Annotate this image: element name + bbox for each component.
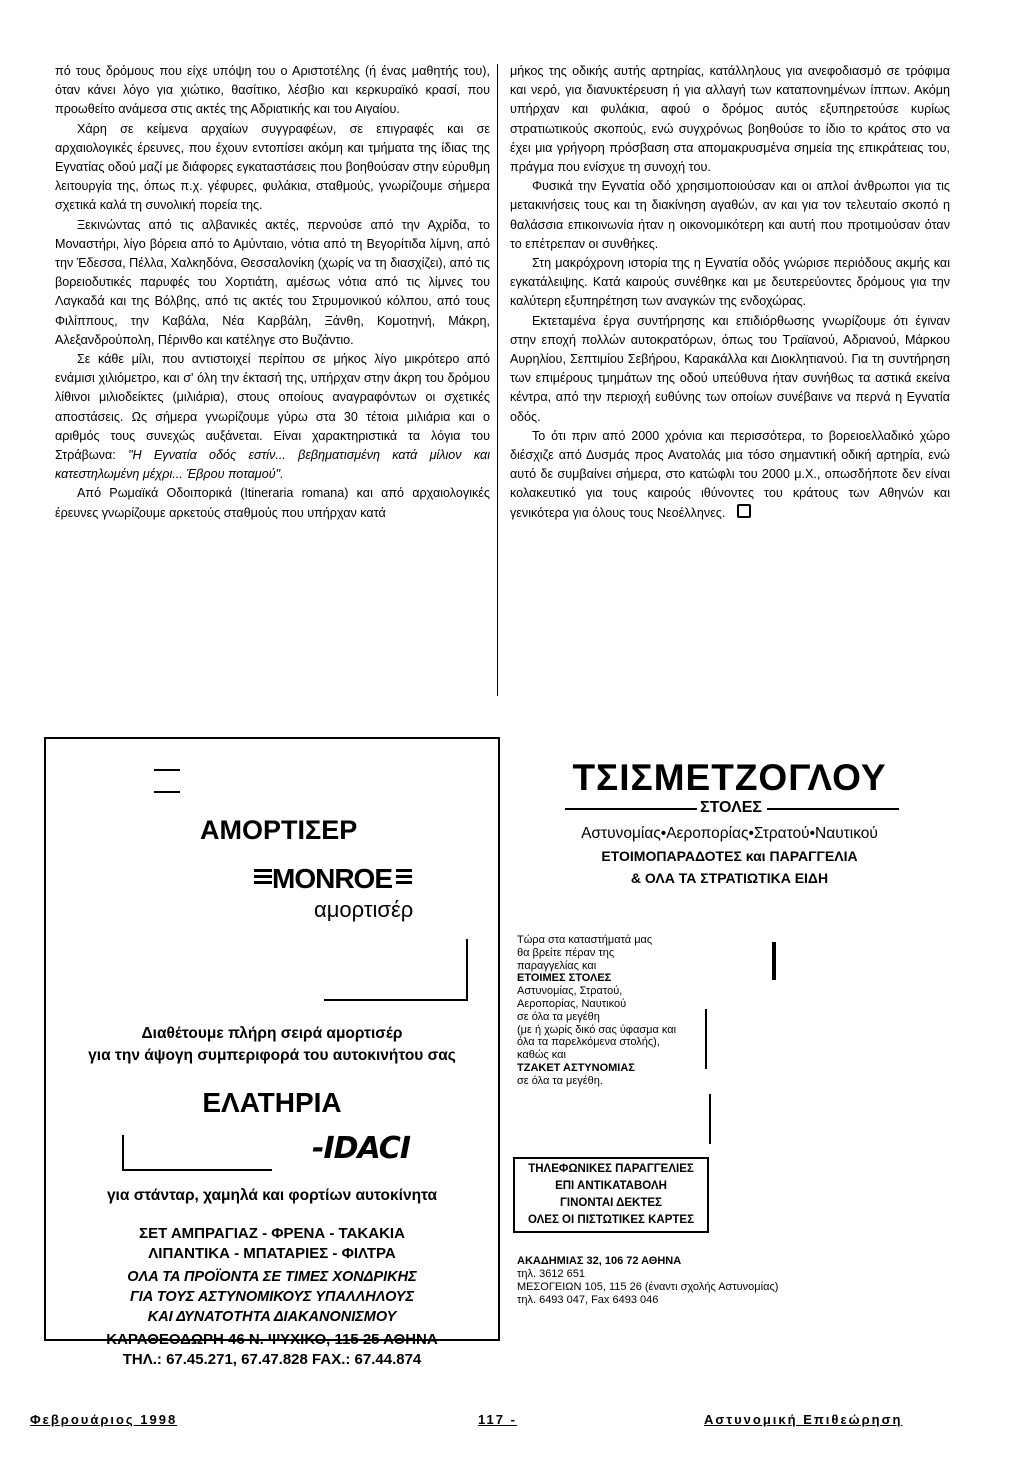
ad-line: Αστυνομίας•Αεροπορίας•Στρατού•Ναυτικού: [581, 825, 878, 842]
brand-name: MONROE: [272, 863, 392, 894]
page-number: 117 -: [478, 1412, 517, 1427]
address-line: ΜΕΣΟΓΕΙΩΝ 105, 115 26 (έναντι σχολής Αστυνομίας): [517, 1281, 779, 1293]
info-line: Αεροπορίας, Ναυτικού: [517, 997, 627, 1010]
info-line: σε όλα τα μεγέθη: [517, 1010, 600, 1023]
ad-text: ΠΑΡΑΓΓΕΛΙΑ: [769, 848, 858, 864]
decorative-line: [154, 791, 180, 793]
info-line: Αστυνομίας, Στρατού,: [517, 985, 623, 998]
article-right-column: [510, 62, 950, 523]
paragraph: Εκτεταμένα έργα συντήρησης και επιδιόρθωσης γνωρίζουμε ότι έγιναν στην εποχή πολλών αυτοκρατόρων, όπως του Τραϊανού, Αδριανού, Μάρκου Αυρηλίου, Σεπτιμίου Σεβήρου, Καρακάλλα και Διοκλητιανού. Για τη συντήρηση των επιμέρους τμημάτων της οδού υπεύθυνα ήταν συνήθως τα αστικά εκείνα κέντρα, από την περιοχή ευθύνης των οποίων συνέβαινε να περνά η Εγνατία οδός.: [510, 313, 950, 424]
publication-name: Αστυνομική Επιθεώρηση: [704, 1412, 903, 1427]
paragraph: Φυσικά την Εγνατία οδό χρησιμοποιούσαν και οι απλοί άνθρωποι για τις μετακινήσεις τους και τη διακίνηση αγαθών, αν και για τον τελευταίο σκοπό η θαλάσσια επικοινωνία ήταν η οικονομικότερη και αυτή που προτιμούσαν όταν το επέτρεπαν οι συνθήκες.: [510, 179, 950, 251]
idaci-logo: -IDACI: [312, 1131, 410, 1166]
phone-orders-box: [513, 1157, 709, 1233]
decorative-line: [709, 1094, 711, 1144]
monroe-advertisement: [44, 737, 500, 1368]
ad-text: και: [745, 848, 766, 864]
column-divider: [497, 64, 498, 696]
ad-contact: ΚΑΡΑΘΕΟΔΩΡΗ 46 Ν. ΨΥΧΙΚΟ, 115 25 ΑΘΗΝΑ: [106, 1331, 438, 1348]
ad-line: για στάνταρ, χαμηλά και φορτίων αυτοκίνητα: [106, 1187, 438, 1204]
ad-line: ΛΙΠΑΝΤΙΚΑ - ΜΠΑΤΑΡΙΕΣ - ΦΙΛΤΡΑ: [148, 1245, 396, 1262]
decorative-line: [772, 942, 776, 980]
address-line: τηλ. 3612 651: [517, 1268, 585, 1280]
paragraph: [55, 350, 490, 484]
info-line: (με ή χωρίς δικό σας ύφασμα και: [517, 1023, 677, 1036]
paragraph: μήκος της οδικής αυτής αρτηρίας, κατάλληλους για ανεφοδιασμό σε τρόφιμα και νερό, για διανυκτέρευση ή για αλλαγή των καταπονημένων ίππων. Ακόμη υπήρχαν και φυλάκια, αφού ο δρόμος αυτός εξυπηρετούσε κυρίως στρατιωτικούς σκοπούς, ενώ συγχρόνως βοηθούσε το ίδιο το κράτος στο να έχει μια γρήγορη πρόσβαση στα απομακρυσμένα σημεία της επικράτειας του, πράγμα που ενίσχυε τη συνοχή του.: [510, 64, 950, 175]
article-left-column: [55, 62, 490, 523]
box-line: ΕΠΙ ΑΝΤΙΚΑΤΑΒΟΛΗ: [555, 1180, 667, 1192]
decorative-line: [767, 808, 899, 810]
decorative-line: [154, 769, 180, 771]
paragraph-text: Σε κάθε μίλι, που αντιστοιχεί περίπου σε μήκος λίγο μικρότερο από ενάμισι χιλιόμετρο, και σ' όλη την έκτασή της, υπήρχαν στην άκρη του δρόμου λίθινοι μιλιοδείκτες (μιλιάρια), στους οποίους αναγραφόντων οι σχετικές αποστάσεις. Ως σήμερα γνωρίζουμε γύρω στα 30 τέτοια μιλιάρια και ο αριθμός τους συνεχώς αυξάνεται. Είναι χαρακτηριστικά τα λόγια του Στράβωνα:: [55, 352, 490, 463]
decorative-line: [705, 1009, 707, 1069]
paragraph: Ξεκινώντας από τις αλβανικές ακτές, περνούσε από την Αχρίδα, το Μοναστήρι, λίγο βόρεια από το Αμύνταιο, νότια από τη Βεγορίτιδα λίμνη, από την Έδεσσα, Πέλλα, Χαλκηδόνα, Θεσσαλονίκη (χωρίς να τη διασχίζει), από τις βορειοδυτικές παρυφές του Χορτιάτη, αμέσως νότια από τις λίμνες του Λαγκαδά και της Βόλβης, από τις ακτές του Στρυμονικού κόλπου, από τους Φιλίππους, την Καβάλα, Νέα Καρβάλη, Ξάνθη, Κομοτηνή, Μάκρη, Αλεξανδρούπολη, Πέρινθο και κατέληγε στο Βυζάντιο.: [55, 217, 490, 347]
ad-line: Διαθέτουμε πλήρη σειρά αμορτισέρ: [141, 1025, 403, 1042]
info-line: όλα τα παρελκόμενα στολής),: [517, 1036, 660, 1049]
ad-title: ΑΜΟΡΤΙΣΕΡ: [200, 815, 358, 845]
ad-line: ΣΕΤ ΑΜΠΡΑΓΙΑΖ - ΦΡΕΝΑ - ΤΑΚΑΚΙΑ: [139, 1225, 405, 1242]
decorative-line: [466, 939, 468, 1001]
decorative-line: [122, 1169, 272, 1171]
paragraph: Χάρη σε κείμενα αρχαίων συγγραφέων, σε επιγραφές και σε αρχαιολογικές έρευνες, που έχουν εντοπίσει ακόμη και τμήματα της ίδιας της Εγνατίας οδού μαζί με διάφορες εγκαταστάσεις που βοηθούσαν στην εύρυθμη λειτουργία της, όπως π.χ. γέφυρες, φυλάκια, σταθμούς, γνωρίζουμε σήμερα σχετικά καλά τη συνολική πορεία της.: [55, 121, 490, 213]
paragraph-text: Το ότι πριν από 2000 χρόνια και περισσότερα, το βορειοελλαδικό χώρο διέσχιζε από Δυσμάς προς Ανατολάς μια τόσο σημαντική οδική αρτηρία, ενώ αυτό δε συμβαίνει σήμερα, στο κατώφλι του 2000 μ.Χ., οπωσδήποτε δεν είναι κολακευτικό για τους καιρούς ιθύνοντες του κράτους των Αθηνών και γενικότερα για όλους τους Νεοέλληνες.: [510, 428, 950, 520]
box-line: ΟΛΕΣ ΟΙ ΠΙΣΤΩΤΙΚΕΣ ΚΑΡΤΕΣ: [527, 1214, 694, 1226]
springs-heading: ΕΛΑΤΗΡΙΑ: [202, 1087, 342, 1118]
ad-line: [507, 848, 952, 864]
box-line: ΤΗΛΕΦΩΝΙΚΕΣ ΠΑΡΑΓΓΕΛΙΕΣ: [528, 1163, 694, 1175]
paragraph: πό τους δρόμους που είχε υπόψη του ο Αριστοτέλης (ή ένας μαθητής του), όταν κάνει λόγο για χιώτικο, θασίτικο, λέσβιο και κερκυραϊκό κρασί, που προωθείτο ανάμεσα στις ακτές της Αδριατικής και του Αιγαίου.: [55, 64, 490, 117]
info-line: παραγγελίας και: [517, 959, 597, 972]
ad-contact: ΤΗΛ.: 67.45.271, 67.47.828 FAX.: 67.44.874: [122, 1351, 422, 1368]
info-line: ΕΤΟΙΜΕΣ ΣΤΟΛΕΣ: [517, 972, 612, 985]
ad-line: ΓΙΑ ΤΟΥΣ ΑΣΤΥΝΟΜΙΚΟΥΣ ΥΠΑΛΛΗΛΟΥΣ: [129, 1289, 415, 1305]
box-line: ΓΙΝΟΝΤΑΙ ΔΕΚΤΕΣ: [560, 1197, 662, 1209]
paragraph: Στη μακρόχρονη ιστορία της η Εγνατία οδός γνώρισε περιόδους ακμής και εγκατάλειψης. Κατά καιρούς συνέθηκε και με δευτερεύοντες δρόμους για την καλύτερη εξυπηρέτηση των αναγκών της ενδοχώρας.: [510, 256, 950, 309]
end-mark-icon: [737, 504, 751, 518]
paragraph: [510, 427, 950, 523]
address-line: τηλ. 6493 047, Fax 6493 046: [517, 1294, 659, 1306]
issue-date: Φεβρουάριος 1998: [30, 1412, 178, 1427]
brand-subtitle: αμορτισέρ: [314, 897, 414, 922]
tsismetzoglou-advertisement: [507, 737, 952, 1337]
page-footer: [30, 1412, 980, 1442]
ad-line: για την άψογη συμπεριφορά του αυτοκινήτου σας: [88, 1047, 456, 1064]
decorative-line: [122, 1135, 124, 1171]
decorative-line: [565, 808, 697, 810]
shop-info: [517, 934, 676, 1088]
info-line: θα βρείτε πέραν της: [517, 946, 615, 959]
shop-name: ΤΣΙΣΜΕΤΖΟΓΛΟΥ: [572, 757, 887, 798]
ad-line: & ΟΛΑ ΤΑ ΣΤΡΑΤΙΩΤΙΚΑ ΕΙΔΗ: [630, 870, 829, 886]
info-line: ΤΖΑΚΕΤ ΑΣΤΥΝΟΜΙΑΣ: [517, 1061, 635, 1074]
shop-addresses: [517, 1255, 778, 1307]
ad-line: ΟΛΑ ΤΑ ΠΡΟΪΟΝΤΑ ΣΕ ΤΙΜΕΣ ΧΟΝΔΡΙΚΗΣ: [127, 1269, 417, 1285]
address-line: ΑΚΑΔΗΜΙΑΣ 32, 106 72 ΑΘΗΝΑ: [517, 1255, 682, 1267]
ad-text: ΕΤΟΙΜΟΠΑΡΑΔΟΤΕΣ: [601, 848, 742, 864]
info-line: καθώς και: [517, 1049, 566, 1062]
shop-subtitle: ΣΤΟΛΕΣ: [699, 799, 763, 816]
ad-line: ΚΑΙ ΔΥΝΑΤΟΤΗΤΑ ΔΙΑΚΑΝΟΝΙΣΜΟΥ: [147, 1309, 397, 1325]
paragraph: Από Ρωμαϊκά Οδοιπορικά (Itineraria romana) και από αρχαιολογικές έρευνες γνωρίζουμε αρκετούς σταθμούς που υπήρχαν κατά: [55, 486, 490, 520]
info-line: Τώρα στα καταστήματά μας: [517, 934, 653, 946]
decorative-line: [324, 999, 468, 1001]
info-line: σε όλα τα μεγέθη.: [517, 1074, 603, 1087]
strabo-quote: "Η Εγνατία οδός εστίν... βεβηματισμένη κατά μίλιον και κατεστηλωμένη μέχρι... Έβρου ποταμού".: [55, 448, 491, 482]
